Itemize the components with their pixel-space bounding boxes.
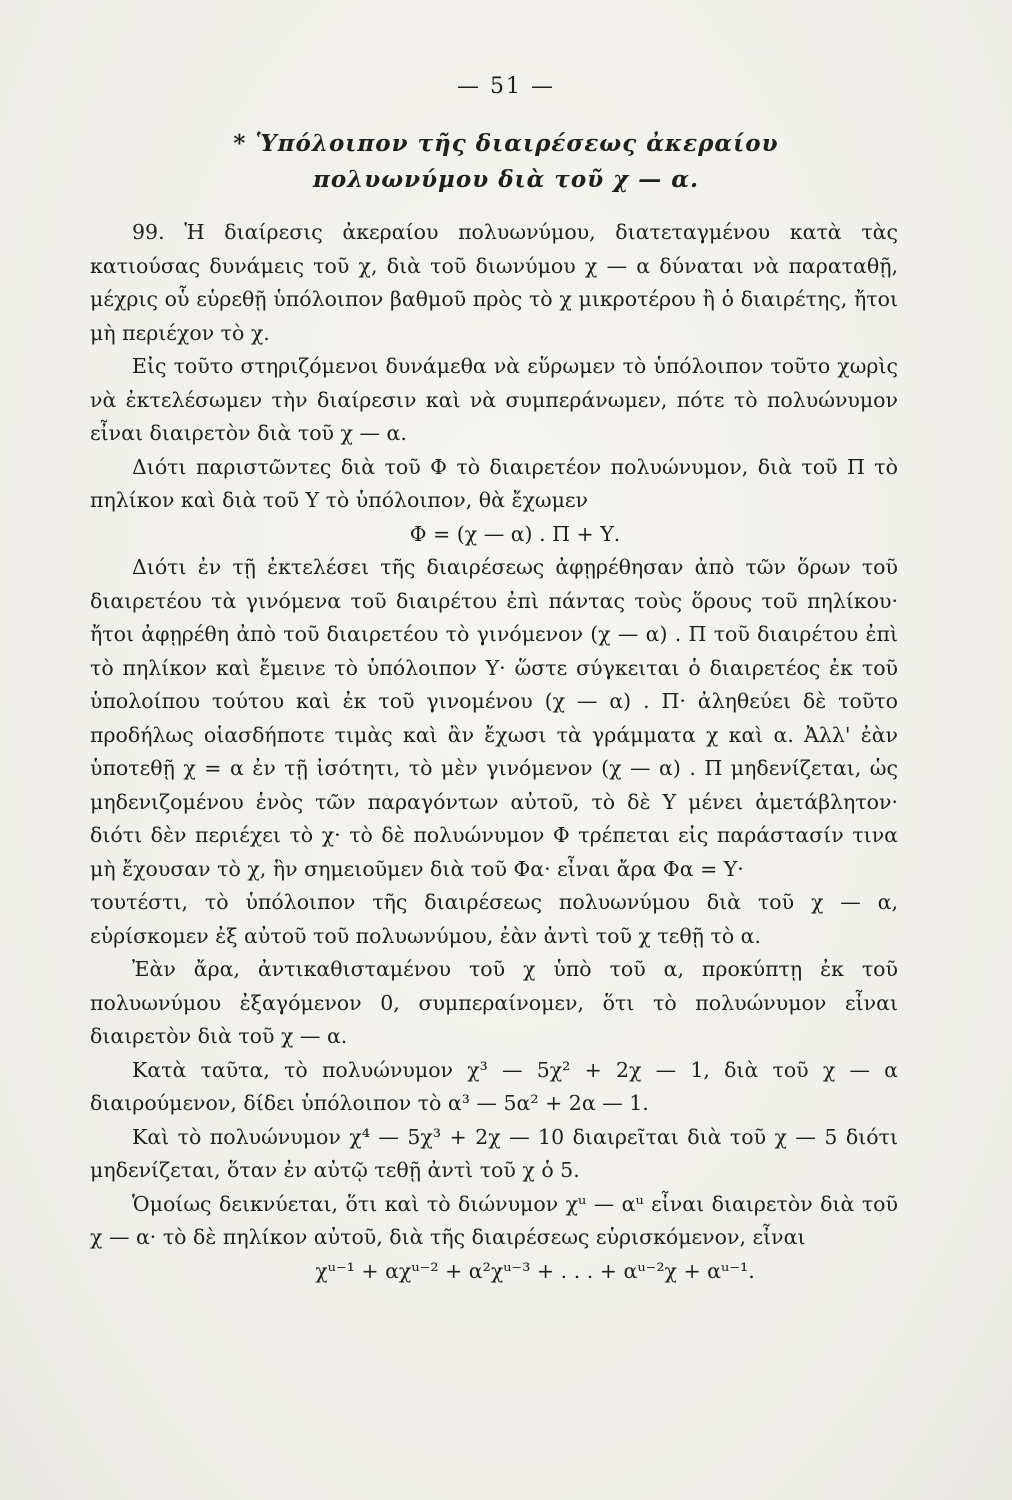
- equation-quotient: χᵘ⁻¹ + αχᵘ⁻² + α²χᵘ⁻³ + . . . + αᵘ⁻²χ + αᵘ⁻¹.: [315, 1258, 755, 1283]
- paragraph-9: Ὁμοίως δεικνύεται, ὅτι καὶ τὸ διώνυμον χᵘ — αᵘ εἶναι διαιρετὸν διὰ τοῦ χ — α· τὸ δὲ πηλίκον αὐτοῦ, διὰ τῆς διαιρέσεως εὑρισκόμενον, εἶναι: [90, 1191, 898, 1249]
- paragraph-6: Ἐὰν ἄρα, ἀντικαθισταμένου τοῦ χ ὑπὸ τοῦ α, προκύπτῃ ἐκ τοῦ πολυωνύμου ἐξαγόμενον 0, συμπεραίνομεν, ὅτι τὸ πολυώνυμον εἶναι διαιρετὸν διὰ τοῦ χ — α.: [90, 957, 898, 1048]
- paragraph-99: 99. Ἡ διαίρεσις ἀκεραίου πολυωνύμου, διατεταγμένου κατὰ τὰς κατιούσας δυνάμεις τοῦ χ, διὰ τοῦ διωνύμου χ — α δύναται νὰ παραταθῇ, μέχρις οὗ εὑρεθῇ ὑπόλοιπον βαθμοῦ πρὸς τὸ χ μικροτέρου ἢ ὁ διαιρέτης, ἤτοι μὴ περιέχον τὸ χ.: [90, 220, 898, 345]
- paragraph-2: Εἰς τοῦτο στηριζόμενοι δυνάμεθα νὰ εὕρωμεν τὸ ὑπόλοιπον τοῦτο χωρὶς νὰ ἐκτελέσωμεν τὴν διαίρεσιν καὶ νὰ συμπεράνωμεν, πότε τὸ πολυώνυμον εἶναι διαιρετὸν διὰ τοῦ χ — α.: [90, 354, 898, 445]
- section-heading-line-1: * Ὑπόλοιπον τῆς διαιρέσεως ἀκεραίου: [233, 130, 779, 157]
- section-heading-line-2: πολυωνύμου διὰ τοῦ χ — α.: [312, 166, 700, 193]
- page-number: — 51 —: [457, 74, 555, 99]
- paragraph-7: Κατὰ ταῦτα, τὸ πολυώνυμον χ³ — 5χ² + 2χ — 1, διὰ τοῦ χ — α διαιρούμενον, δίδει ὑπόλοιπον τὸ α³ — 5α² + 2α — 1.: [90, 1057, 898, 1115]
- paragraph-5: τουτέστι, τὸ ὑπόλοιπον τῆς διαιρέσεως πολυωνύμου διὰ τοῦ χ — α, εὑρίσκομεν ἐξ αὐτοῦ τοῦ πολυωνύμου, ἐὰν ἀντὶ τοῦ χ τεθῇ τὸ α.: [90, 890, 898, 948]
- body-text: [90, 216, 898, 1288]
- paragraph-3: Διότι παριστῶντες διὰ τοῦ Φ τὸ διαιρετέον πολυώνυμον, διὰ τοῦ Π τὸ πηλίκον καὶ διὰ τοῦ Υ τὸ ὑπόλοιπον, θὰ ἔχωμεν: [90, 454, 898, 512]
- paragraph-8: Καὶ τὸ πολυώνυμον χ⁴ — 5χ³ + 2χ — 10 διαιρεῖται διὰ τοῦ χ — 5 διότι μηδενίζεται, ὅταν ἐν αὐτῷ τεθῇ ἀντὶ τοῦ χ ὁ 5.: [90, 1124, 898, 1182]
- equation-division: Φ = (χ — α) . Π + Υ.: [409, 521, 621, 546]
- paragraph-4: Διότι ἐν τῇ ἐκτελέσει τῆς διαιρέσεως ἀφῃρέθησαν ἀπὸ τῶν ὅρων τοῦ διαιρετέου τὰ γινόμενα τοῦ διαιρέτου ἐπὶ πάντας τοὺς ὅρους τοῦ πηλίκου· ἤτοι ἀφῃρέθη ἀπὸ τοῦ διαιρετέου τὸ γινόμενον (χ — α) . Π τοῦ διαιρέτου ἐπὶ τὸ πηλίκον καὶ ἔμεινε τὸ ὑπόλοιπον Υ· ὥστε σύγκειται ὁ διαιρετέος ἐκ τοῦ ὑπολοίπου τούτου καὶ ἐκ τοῦ γινομένου (χ — α) . Π· ἀληθεύει δὲ τοῦτο προδήλως οἱασδήποτε τιμὰς καὶ ἂν ἔχωσι τὰ γράμματα χ καὶ α. Ἀλλ' ἐὰν ὑποτεθῇ χ = α ἐν τῇ ἰσότητι, τὸ μὲν γινόμενον (χ — α) . Π μηδενίζεται, ὡς μηδενιζομένου ἑνὸς τῶν παραγόντων αὐτοῦ, τὸ δὲ Υ μένει ἀμετάβλητον· διότι δὲν περιέχει τὸ χ· τὸ δὲ πολυώνυμον Φ τρέπεται εἰς παράστασίν τινα μὴ ἔχουσαν τὸ χ, ἣν σημειοῦμεν διὰ τοῦ Φα· εἶναι ἄρα Φα = Υ·: [90, 555, 898, 881]
